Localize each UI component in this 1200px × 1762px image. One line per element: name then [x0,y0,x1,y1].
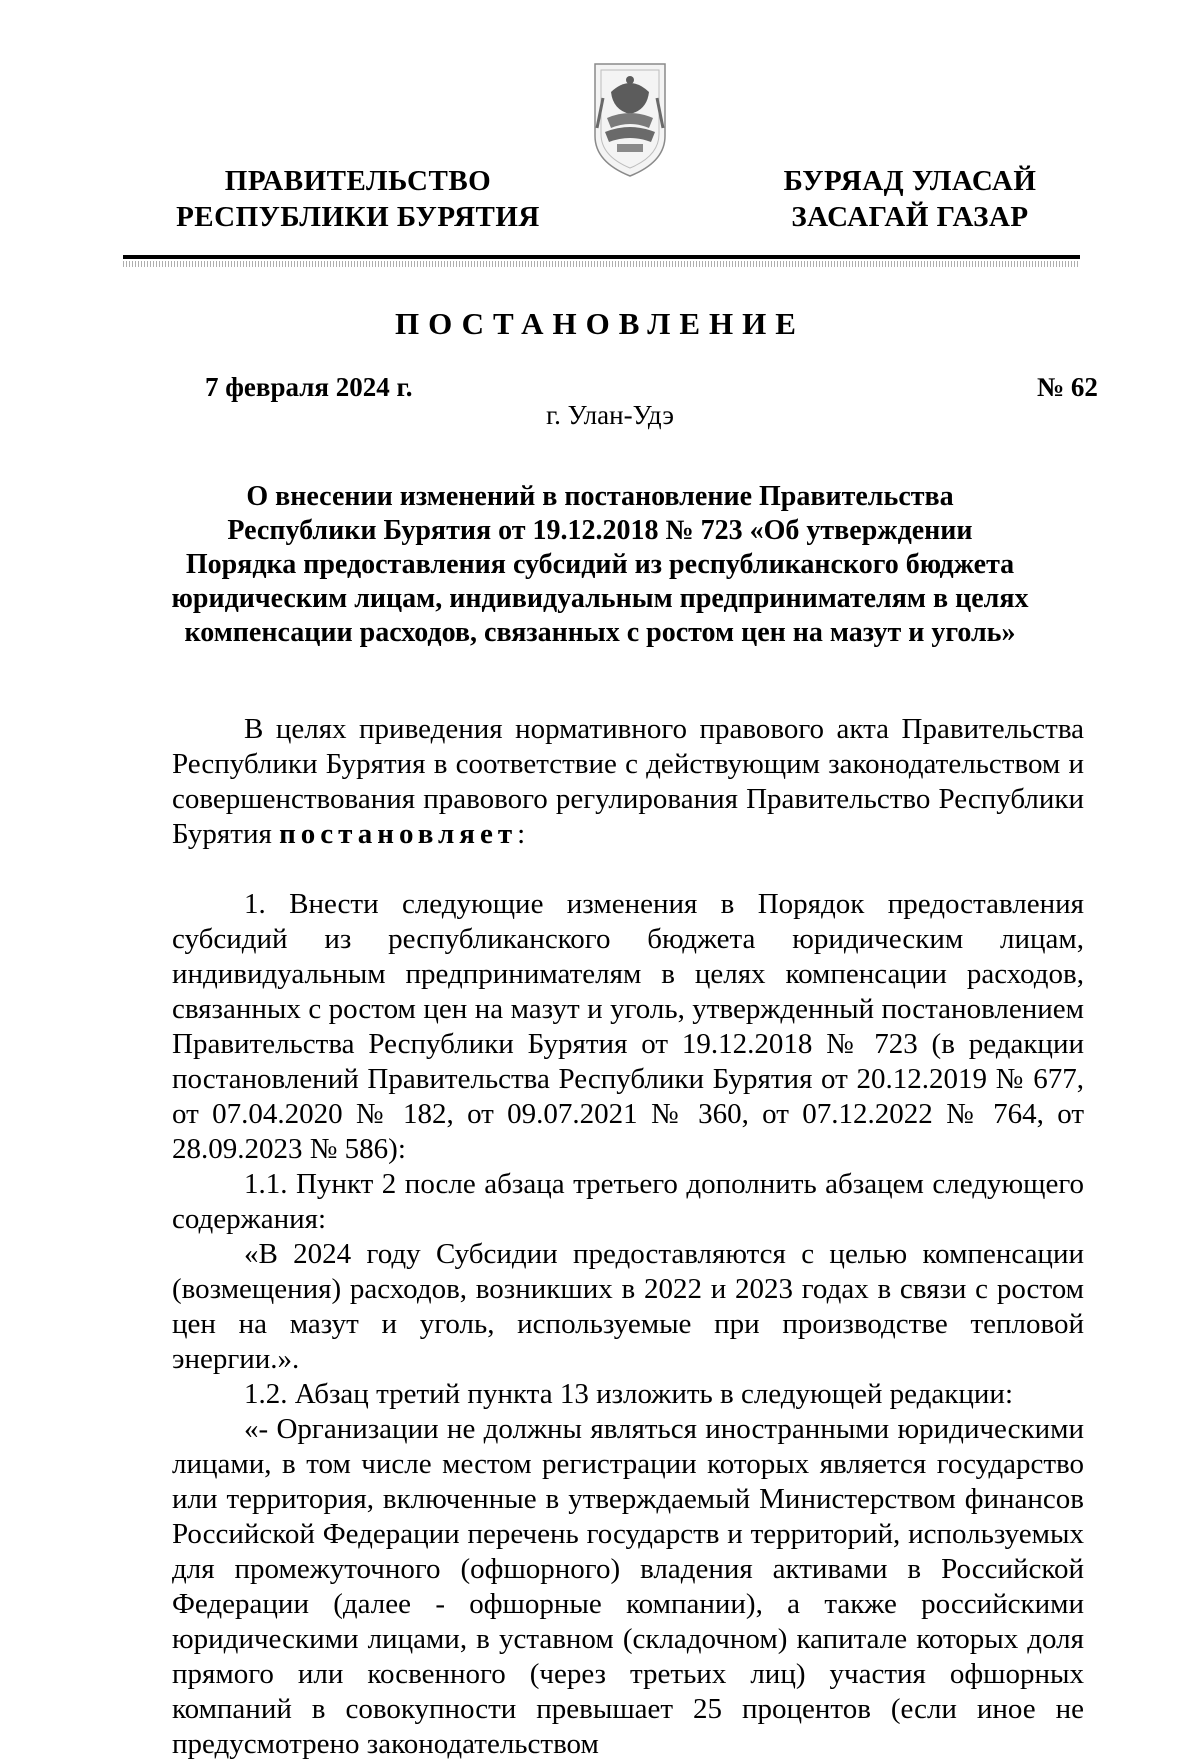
paragraph-1: 1. Внести следующие изменения в Порядок предоставления субсидий из республиканского бюджета юридическим лицам, индивидуальным предпринимателям в целях компенсации расходов, связанных с ростом цен на мазут и уголь, утвержденный постановлением Правительства Республики Бурятия от 19.12.2018 № 723 (в редакции постановлений Правительства Республики Бурятия от 20.12.2019 № 677, от 07.04.2020 № 182, от 09.07.2021 № 360, от 07.12.2022 № 764, от 28.09.2023 № 586): [172,888,1084,1165]
issuer-line-1: ПРАВИТЕЛЬСТВО [224,165,492,197]
issuer-name-buryat [700,163,1120,235]
issuer-buryat-line-1: БУРЯАД УЛАСАЙ [783,165,1037,197]
preamble-text: В целях приведения нормативного правового акта Правительства Республики Бурятия в соответствие с действующим законодательством и совершенствования правового регулирования Правительство Республики Бурятия [172,713,1084,850]
document-city: г. Улан-Удэ [546,400,674,430]
preamble-colon: : [517,818,526,850]
title-line: Республики Бурятия от 19.12.2018 № 723 «Об утверждении [227,515,973,546]
issuer-buryat-line-2: ЗАСАГАЙ ГАЗАР [791,201,1029,233]
paragraph-1-2: 1.2. Абзац третий пункта 13 изложить в следующей редакции: [244,1378,1013,1410]
title-line: компенсации расходов, связанных с ростом цен на мазут и уголь» [184,617,1016,648]
title-line: юридическим лицам, индивидуальным предпринимателям в целях [171,583,1029,614]
preamble-resolves: постановляет [279,818,518,850]
paragraph-1-2-quote: «- Организации не должны являться иностранными юридическими лицами, в том числе местом регистрации которых является государство или территория, включенные в утверждаемый Министерством финансов Российской Федерации перечень государств и территорий, используемых для промежуточного (офшорного) владения активами в Российской Федерации (далее - офшорные компании), а также российскими юридическими лицами, в уставном (складочном) капитале которых доля прямого или косвенного (через третьих лиц) участия офшорных компаний в совокупности превышает 25 процентов (если иное не предусмотрено законодательством [172,1413,1084,1760]
document-date: 7 февраля 2024 г. [205,372,413,402]
issuer-line-2: РЕСПУБЛИКИ БУРЯТИЯ [176,201,540,233]
issuer-name-russian [148,163,568,235]
title-line: Порядка предоставления субсидий из республиканского бюджета [185,549,1015,580]
document-type: ПОСТАНОВЛЕНИЕ [395,306,805,341]
paragraph-1-1: 1.1. Пункт 2 после абзаца третьего дополнить абзацем следующего содержания: [172,1168,1084,1235]
preamble-paragraph [172,712,1084,852]
title-line: О внесении изменений в постановление Правительства [246,481,954,512]
header-divider-hatch [123,261,1080,267]
paragraph-1-1-quote: «В 2024 году Субсидии предоставляются с целью компенсации (возмещения) расходов, возникших в 2022 и 2023 годах в связи с ростом цен на мазут и уголь, используемые при производстве тепловой энергии.». [172,1238,1084,1375]
document-number: № 62 [1037,372,1098,402]
coat-of-arms-icon [587,58,673,180]
document-title [160,480,1040,650]
header-divider [123,255,1080,259]
document-body [172,712,1084,1762]
